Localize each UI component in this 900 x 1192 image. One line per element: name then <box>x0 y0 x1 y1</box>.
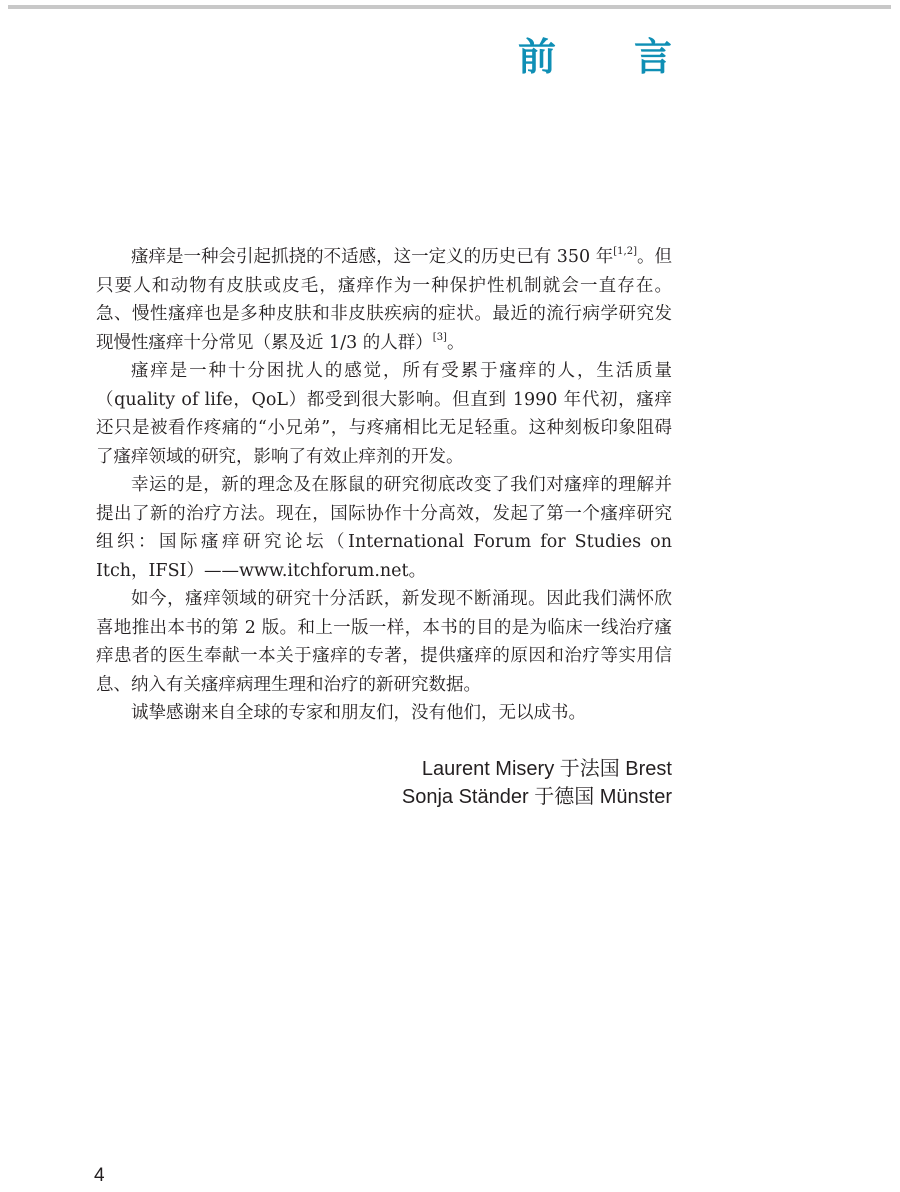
citation-1-2: [1,2] <box>613 246 637 257</box>
page-number: 4 <box>94 1165 105 1186</box>
title-char-1: 前 <box>517 35 556 79</box>
preface-body <box>96 243 672 728</box>
paragraph-1-text-b: 。但只要人和动物有皮肤或皮毛，瘙痒作为一种保护性机制就会一直存在。急、慢性瘙痒也是多种皮肤和非皮肤疾病的症状。最近的流行病学研究发现慢性瘙痒十分常见（累及近 1/3 的人群） <box>96 247 673 353</box>
signature-stander: Sonja Ständer 于德国 Münster <box>401 786 672 808</box>
paragraph-4: 如今，瘙痒领域的研究十分活跃，新发现不断涌现。因此我们满怀欣喜地推出本书的第 2 版。和上一版一样，本书的目的是为临床一线治疗瘙痒患者的医生奉献一本关于瘙痒的专著，提供瘙痒的原因和治疗等实用信息、纳入有关瘙痒病理生理和治疗的新研究数据。 <box>96 589 672 695</box>
citation-3: [3] <box>432 331 447 343</box>
paragraph-1-text-c: 。 <box>446 332 465 353</box>
page-title <box>518 26 672 81</box>
signature-misery: Laurent Misery 于法国 Brest <box>421 758 672 780</box>
paragraph-1 <box>96 243 672 357</box>
top-rule <box>8 5 891 9</box>
paragraph-3: 幸运的是，新的理念及在豚鼠的研究彻底改变了我们对瘙痒的理解并提出了新的治疗方法。现在，国际协作十分高效，发起了第一个瘙痒研究组织：国际瘙痒研究论坛（International Forum for Studies on Itch，IFSI）——www.itchforum.net。 <box>96 475 672 581</box>
paragraph-2: 瘙痒是一种十分困扰人的感觉，所有受累于瘙痒的人，生活质量（quality of life，QoL）都受到很大影响。但直到 1990 年代初，瘙痒还只是被看作疼痛的“小兄弟”，与疼痛相比无足轻重。这种刻板印象阻碍了瘙痒领域的研究，影响了有效止痒剂的开发。 <box>96 361 672 467</box>
title-char-2: 言 <box>633 35 672 79</box>
paragraph-1-text-a: 瘙痒是一种会引起抓挠的不适感，这一定义的历史已有 350 年 <box>131 247 614 267</box>
signatures <box>402 755 672 811</box>
paragraph-5: 诚挚感谢来自全球的专家和朋友们，没有他们，无以成书。 <box>131 703 586 723</box>
